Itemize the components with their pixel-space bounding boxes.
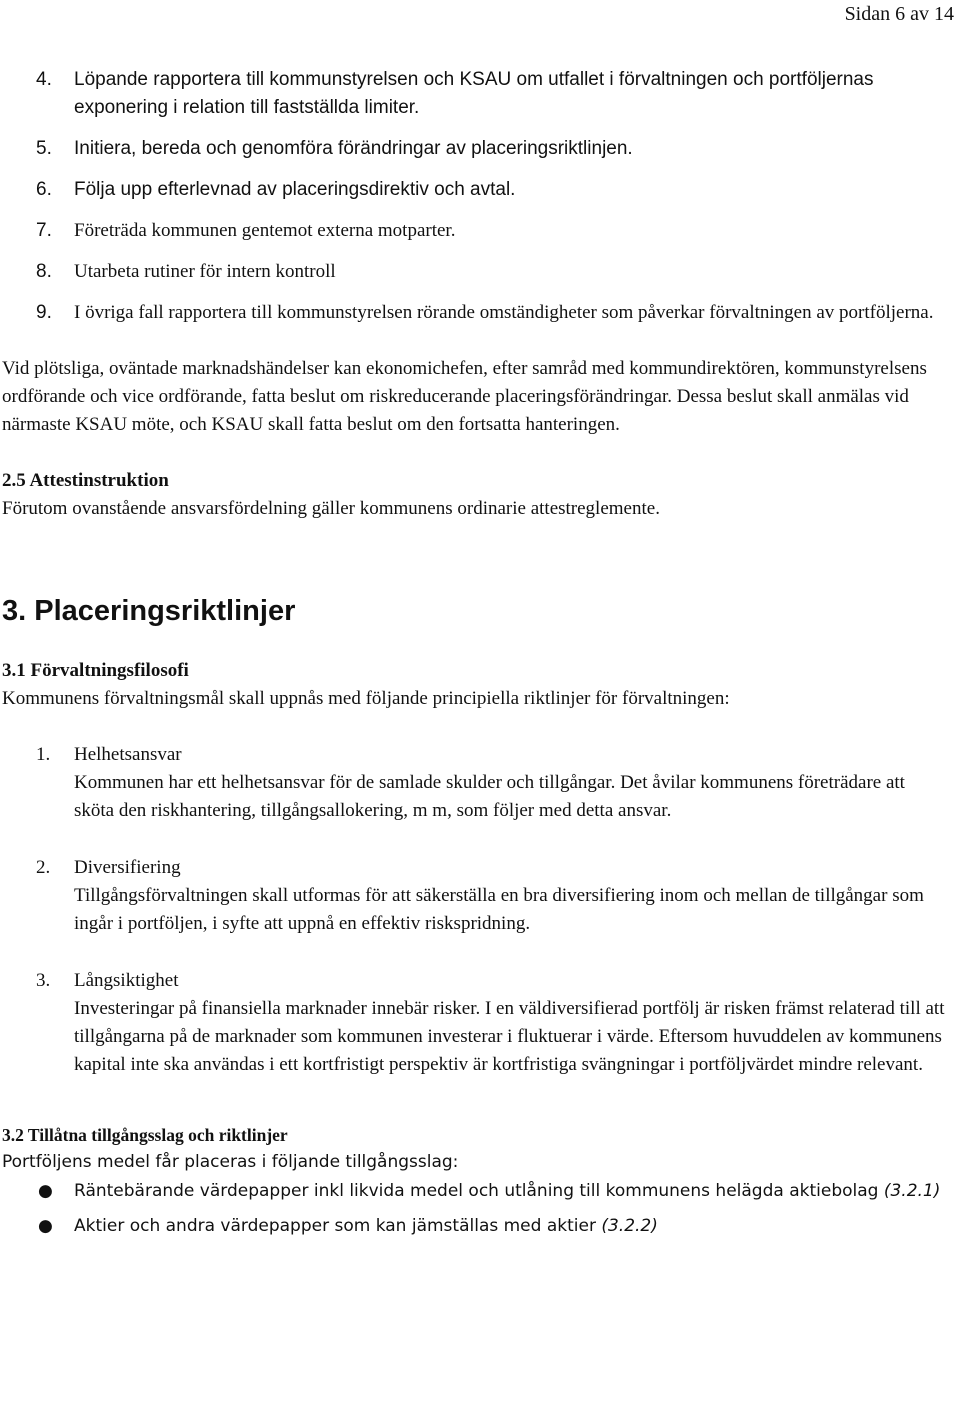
- section-3-2-heading: 3.2 Tillåtna tillgångsslag och riktlinjer: [2, 1125, 288, 1145]
- list-item-text: I övriga fall rapportera till kommunstyrelsen rörande omständigheter som påverkar förvaltningen av portföljerna.: [74, 302, 934, 323]
- principle-item: [2, 967, 946, 1079]
- list-item: [2, 176, 946, 204]
- list-item: [2, 299, 946, 327]
- list-number: 5.: [36, 138, 52, 159]
- principle-text: Kommunen har ett helhetsansvar för de samlade skulder och tillgångar. Det åvilar kommunens företrädare att sköta den riskhantering, tillgångsallokering, m m, som följer med detta ansvar.: [74, 772, 905, 821]
- section-3-1-intro: Kommunens förvaltningsmål skall uppnås med följande principiella riktlinjer för förvaltningen:: [2, 688, 730, 709]
- section-3-2-intro: Portföljens medel får placeras i följande tillgångsslag:: [2, 1152, 459, 1172]
- responsibility-list: [2, 66, 946, 327]
- principle-title: Helhetsansvar: [74, 744, 182, 765]
- list-number: 4.: [36, 69, 52, 90]
- section-reference: (3.2.2): [601, 1216, 658, 1236]
- list-item: [2, 258, 946, 286]
- list-item: [2, 1213, 946, 1240]
- principle-title: Långsiktighet: [74, 970, 179, 991]
- section-2-5-heading: 2.5 Attestinstruktion: [2, 470, 169, 491]
- principle-text: Investeringar på finansiella marknader innebär risker. I en väldiversifierad portfölj är risken främst relaterad till att tillgångarna på de marknader som kommunen investerar i fluktuerar i värde. Eftersom huvuddelen av kommunens kapital inte ska användas i ett kortfristigt perspektiv är kortfristiga svängningar i portföljvärdet mindre relevant.: [74, 998, 945, 1075]
- list-number: 8.: [36, 261, 52, 282]
- section-2-5-text: Förutom ovanstående ansvarsfördelning gäller kommunens ordinarie attestreglemente.: [2, 498, 660, 519]
- list-item: [2, 66, 946, 122]
- principle-number: 3.: [36, 970, 51, 991]
- list-number: 7.: [36, 220, 52, 241]
- bullet-icon: ●: [38, 1216, 53, 1236]
- list-number: 6.: [36, 179, 52, 200]
- list-number: 9.: [36, 302, 52, 323]
- list-item-text: Löpande rapportera till kommunstyrelsen och KSAU om utfallet i förvaltningen och portföljernas exponering i relation till fastställda limiter.: [74, 69, 874, 118]
- principles-list: [2, 741, 946, 1079]
- page-number: Sidan 6 av 14: [844, 3, 954, 25]
- document-body: [2, 66, 946, 1248]
- principle-title: Diversifiering: [74, 857, 181, 878]
- asset-class-list: [2, 1178, 946, 1240]
- list-item-text: Aktier och andra värdepapper som kan jämställas med aktier: [74, 1216, 602, 1236]
- bullet-icon: ●: [38, 1181, 53, 1201]
- principle-item: [2, 741, 946, 825]
- list-item: [2, 135, 946, 163]
- list-item-text: Företräda kommunen gentemot externa motparter.: [74, 220, 456, 241]
- list-item-text: Initiera, bereda och genomföra förändringar av placeringsriktlinjen.: [74, 138, 633, 159]
- list-item: [2, 217, 946, 245]
- list-item-text: Följa upp efterlevnad av placeringsdirektiv och avtal.: [74, 179, 516, 200]
- list-item-text: Utarbeta rutiner för intern kontroll: [74, 261, 336, 282]
- principle-number: 1.: [36, 744, 51, 765]
- list-item-text: Räntebärande värdepapper inkl likvida medel och utlåning till kommunens helägda aktiebolag: [74, 1181, 884, 1201]
- principle-item: [2, 854, 946, 938]
- principle-text: Tillgångsförvaltningen skall utformas för att säkerställa en bra diversifiering inom och mellan de tillgångar som ingår i portföljen, i syfte att uppnå en effektiv riskspridning.: [74, 885, 924, 934]
- list-item: [2, 1178, 946, 1205]
- section-reference: (3.2.1): [883, 1181, 941, 1201]
- section-3-heading: 3. Placeringsriktlinjer: [2, 595, 296, 627]
- market-events-paragraph: Vid plötsliga, oväntade marknadshändelser kan ekonomichefen, efter samråd med kommundirektören, kommunstyrelsens ordförande och vice ordförande, fatta beslut om riskreducerande placeringsförändringar. Dessa beslut skall anmälas vid närmaste KSAU möte, och KSAU skall fatta beslut om den fortsatta hanteringen.: [2, 358, 927, 435]
- section-3-1-heading: 3.1 Förvaltningsfilosofi: [2, 660, 189, 681]
- principle-number: 2.: [36, 857, 51, 878]
